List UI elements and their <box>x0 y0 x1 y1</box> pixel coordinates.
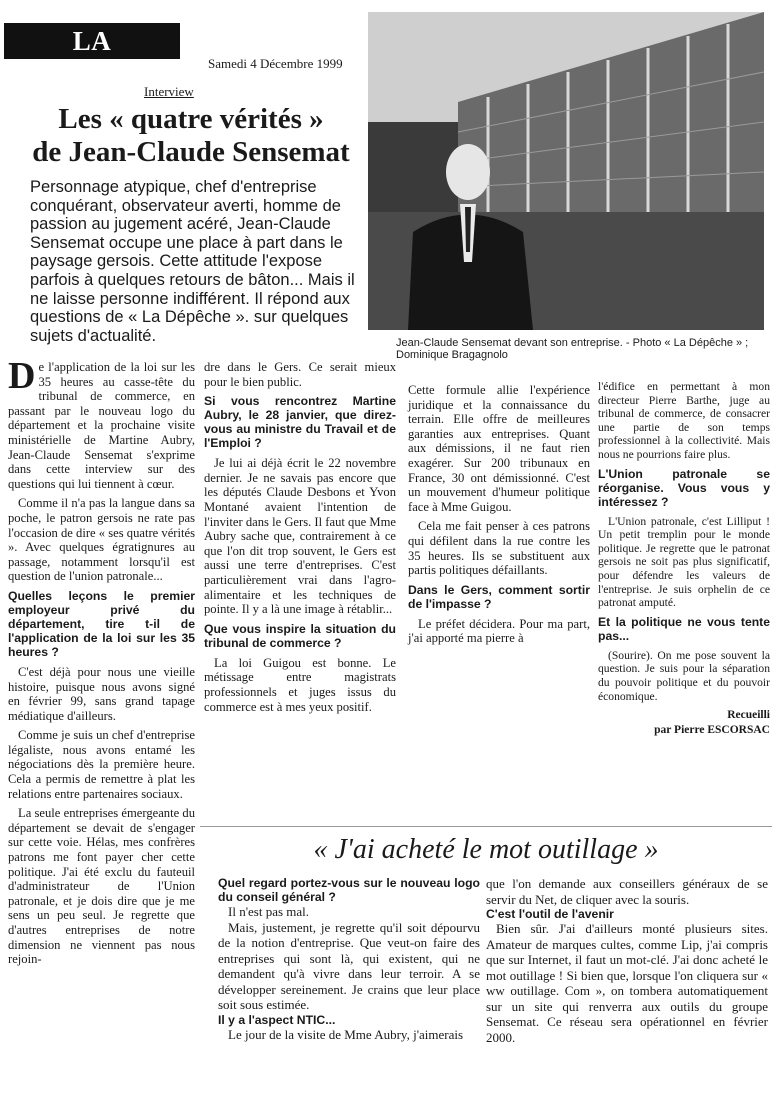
answer-paragraph: Comme je suis un chef d'entreprise légaliste, nous avons entamé les négociations dès la première heure. Cela a permis de remettre à plat les relations entre partenaires sociaux. <box>8 728 195 801</box>
lead-paragraph: Personnage atypique, chef d'entreprise conquérant, observateur averti, homme de passion au jugement acéré, Jean-Claude Sensemat occupe une place à part dans le paysage gersois. Cette attitude l'expose parfois à quelques retours de bâton... Mais il ne laisse personne indifférent. Il répond aux questions de « La Dépêche ». sur quelques sujets d'actualité. <box>30 178 355 345</box>
body-paragraph: Cette formule allie l'expérience juridique et la connaissance du terrain. Elle offre de meilleures garanties aux entreprises. Quant aux démissions, il ne faut rien exagérer. Sur 200 tribunaux en France, 30 ont démissionné. C'est un mouvement d'humeur politique face à Mme Guigou. <box>408 383 590 514</box>
drop-cap: D <box>8 355 36 397</box>
body-paragraph: dre dans le Gers. Ce serait mieux pour le bien public. <box>204 360 396 389</box>
portrait-photo <box>368 12 764 330</box>
answer-paragraph: Il n'est pas mal. <box>228 904 310 919</box>
article-column-1 <box>8 355 195 972</box>
headline-line-2: de Jean-Claude Sensemat <box>32 136 350 168</box>
answer-paragraph: Le jour de la visite de Mme Aubry, j'aimerais <box>228 1026 464 1042</box>
body-paragraph: Comme il n'a pas la langue dans sa poche, le patron gersois ne rate pas l'occasion de dire « ses quatre vérités ». Avec quelques égratignures au passage, notamment lorsqu'il est question de l'union patronale... <box>8 496 195 584</box>
question-heading: Et la politique ne vous tente pas... <box>598 614 770 643</box>
question-heading: C'est l'outil de l'avenir <box>486 907 614 921</box>
byline-author: par Pierre ESCORSAC <box>654 724 770 737</box>
headline-line-1: Les « quatre vérités » <box>58 103 324 135</box>
answer-paragraph: Le préfet décidera. Pour ma part, j'ai apporté ma pierre à <box>408 616 590 646</box>
pull-quote: « J'ai acheté le mot outillage » <box>313 834 659 865</box>
section-kicker: Interview <box>144 84 194 99</box>
answer-paragraph: que l'on demande aux conseillers généraux de se servir du Net, de cliquer avec la souris. <box>486 876 768 907</box>
intro-paragraph: e l'application de la loi sur les 35 heures au casse-tête du tribunal de commerce, en passant par le nouveau logo du département et la prochaine visite ministérielle de Martine Aubry, Jean-Claude Sensemat s'exprime dans cette interview sur des questions qui lui tiennent à cœur. <box>8 360 195 491</box>
question-heading: Quelles leçons le premier employeur privé du département, tire t-il de l'application de la loi sur les 35 heures ? <box>8 588 195 659</box>
masthead: LA DÉPÊCHE <box>4 23 180 59</box>
question-heading: Dans le Gers, comment sortir de l'impasse ? <box>408 582 590 611</box>
byline-label: Recueilli <box>727 709 770 722</box>
question-heading: Que vous inspire la situation du tribunal de commerce ? <box>204 621 396 650</box>
building-facade-image <box>368 12 764 330</box>
answer-paragraph: La seule entreprises émergeante du département se devait de s'engager sur cette voie. Hélas, mes confrères patrons me font payer cher cette politique. J'ai été exclu du fauteuil d'administrateur de l'Union patronale, et je dois dire que je me sens un peu seul. Je regrette que d'autres entreprises de notre dimension ne viennent pas nous rejoin- <box>8 806 195 967</box>
question-heading: Quel regard portez-vous sur le nouveau logo du conseil général ? <box>218 876 480 904</box>
article-column-2 <box>204 360 396 719</box>
box-divider <box>200 826 772 827</box>
photo-caption: Jean-Claude Sensemat devant son entreprise. - Photo « La Dépêche » ; Dominique Bragagnolo <box>396 337 749 361</box>
question-heading: Il y a l'aspect NTIC... <box>218 1012 336 1027</box>
question-heading: Si vous rencontrez Martine Aubry, le 28 janvier, que direz-vous au ministre du Travail et de l'Emploi ? <box>204 394 396 451</box>
answer-paragraph: Je lui ai déjà écrit le 22 novembre dernier. Je ne savais pas encore que les députés Claude Desbons et Yvon Montané avaient l'intention de l'inviter dans le Gers. Il faut que Mme Aubry sache que, contrairement à ce que l'on dit trop souvent, le Gers est aussi une terre d'entreprises. C'est particulièrement vrai dans l'agro-alimentaire et les techniques de pointe. Il y a là une image à rétablir... <box>204 456 396 617</box>
box-column-2 <box>486 876 768 1045</box>
body-paragraph: l'édifice en permettant à mon directeur Pierre Barthe, juge au tribunal de commerce, de consacrer une partie de son temps professionnel à la collectivité. Mais nous ne pourrions faire plus. <box>598 380 770 461</box>
answer-paragraph: La loi Guigou est bonne. Le métissage entre magistrats professionnels et juges issus du commerce est à mes yeux positif. <box>204 655 396 714</box>
answer-paragraph: C'est déjà pour nous une vieille histoire, puisque nous avons signé en février 99, sans grand tapage médiatique d'ailleurs. <box>8 664 195 723</box>
answer-paragraph: L'Union patronale, c'est Lilliput ! Un petit tremplin pour le monde politique. Je regrette que le patronat gersois ne soit pas plus significatif, pour défendre les valeurs de l'entreprise. Je suis orphelin de ce patronat amputé. <box>598 514 770 610</box>
publication-date: Samedi 4 Décembre 1999 <box>208 56 343 71</box>
byline <box>598 708 770 738</box>
answer-paragraph: (Sourire). On me pose souvent la question. Je suis pour la séparation du pouvoir politique et du pouvoir économique. <box>598 648 770 703</box>
answer-paragraph: Mais, justement, je regrette qu'il soit dépourvu de la notion d'entreprise. Que veut-on faire des entreprises qui sont là, qui existent, qui ne demandent qu'à vivre dans leur terroir. A se développer sereinement. Je crains que leur place soit sous estimée. <box>218 919 480 1012</box>
headline <box>16 103 366 169</box>
question-heading: L'Union patronale se réorganise. Vous vous y intéressez ? <box>598 466 770 509</box>
body-paragraph: Cela me fait penser à ces patrons qui défilent dans la rue contre les 35 heures. Ils se substituent aux partis politiques défaillants. <box>408 519 590 578</box>
answer-paragraph: Bien sûr. J'ai d'ailleurs monté plusieurs sites. Amateur de marques cultes, comme Lip, j'ai compris que sur Internet, il faut un mot-clé. J'ai donc acheté le mot outillage ! Si bien que, lorsque l'on cliquera sur « ww outillage. Com », on tombera automatiquement sur un site qui renverra aux outils du groupe Sensemat. Ce réseau sera opérationnel en février 2000. <box>486 921 768 1045</box>
article-column-3 <box>408 383 590 651</box>
article-column-4 <box>598 380 770 738</box>
box-column-1 <box>218 876 480 1042</box>
